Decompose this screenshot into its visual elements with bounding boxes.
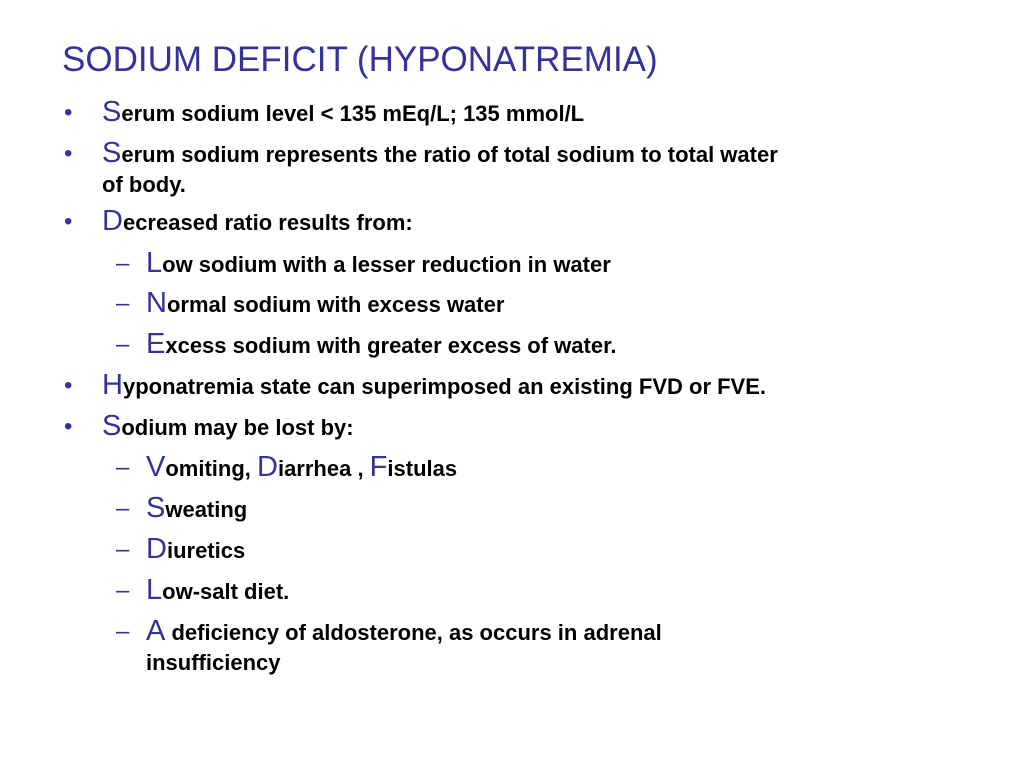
item-text: weating — [165, 497, 248, 522]
item-initial: D — [257, 451, 278, 483]
item-text-continuation: of body. — [102, 172, 186, 197]
bullet-icon: • — [64, 413, 73, 440]
bullet-icon: • — [64, 372, 73, 399]
item-text: deficiency of aldosterone, as occurs in adrenal — [165, 620, 662, 645]
item-text: iarrhea , — [277, 456, 370, 481]
list-item — [64, 205, 413, 237]
item-initial: F — [369, 451, 388, 483]
sub-list-item — [116, 492, 248, 524]
sub-list-item — [116, 533, 246, 565]
sub-list-item — [116, 451, 458, 483]
list-item — [64, 96, 585, 128]
item-text: ow-salt diet. — [162, 579, 290, 604]
item-initial: A — [146, 615, 166, 647]
item-initial: D — [146, 533, 167, 565]
dash-icon: – — [116, 331, 130, 358]
item-text-continuation: insufficiency — [146, 650, 281, 675]
bullet-icon: • — [64, 208, 73, 235]
bullet-icon: • — [64, 140, 73, 167]
item-text: yponatremia state can superimposed an existing FVD or FVE. — [122, 374, 767, 399]
item-initial: E — [146, 328, 166, 360]
dash-icon: – — [116, 618, 130, 645]
slide-title: SODIUM DEFICIT (HYPONATREMIA) — [62, 40, 658, 79]
item-text: iuretics — [166, 538, 246, 563]
list-item — [64, 410, 354, 442]
item-initial: L — [146, 574, 163, 606]
item-text: erum sodium level < 135 mEq/L; 135 mmol/L — [121, 101, 585, 126]
item-initial: H — [102, 369, 123, 401]
item-text: ormal sodium with excess water — [166, 292, 505, 317]
list-item — [64, 137, 778, 169]
dash-icon: – — [116, 454, 130, 481]
dash-icon: – — [116, 577, 130, 604]
sub-list-item — [116, 615, 662, 647]
sub-list-item — [116, 287, 505, 319]
list-item — [64, 369, 767, 401]
item-text: ecreased ratio results from: — [122, 210, 413, 235]
item-initial: L — [146, 247, 163, 279]
dash-icon: – — [116, 290, 130, 317]
item-initial: S — [102, 96, 122, 128]
item-text: istulas — [387, 456, 458, 481]
item-text: xcess sodium with greater excess of water. — [165, 333, 617, 358]
item-initial: S — [146, 492, 166, 524]
item-initial: N — [146, 287, 167, 319]
sub-list-item — [116, 574, 290, 606]
dash-icon: – — [116, 495, 130, 522]
item-initial: S — [102, 137, 122, 169]
bullet-icon: • — [64, 99, 73, 126]
sub-list-item — [116, 328, 617, 360]
sub-list-item — [116, 247, 611, 279]
item-text: omiting, — [165, 456, 257, 481]
item-initial: V — [146, 451, 166, 483]
item-initial: D — [102, 205, 123, 237]
sub-list-item-continuation — [146, 649, 280, 676]
item-initial: S — [102, 410, 122, 442]
dash-icon: – — [116, 250, 130, 277]
dash-icon: – — [116, 536, 130, 563]
item-text: ow sodium with a lesser reduction in water — [162, 252, 611, 277]
item-text: odium may be lost by: — [121, 415, 354, 440]
list-item-continuation — [102, 171, 186, 198]
item-text: erum sodium represents the ratio of total sodium to total water — [121, 142, 778, 167]
